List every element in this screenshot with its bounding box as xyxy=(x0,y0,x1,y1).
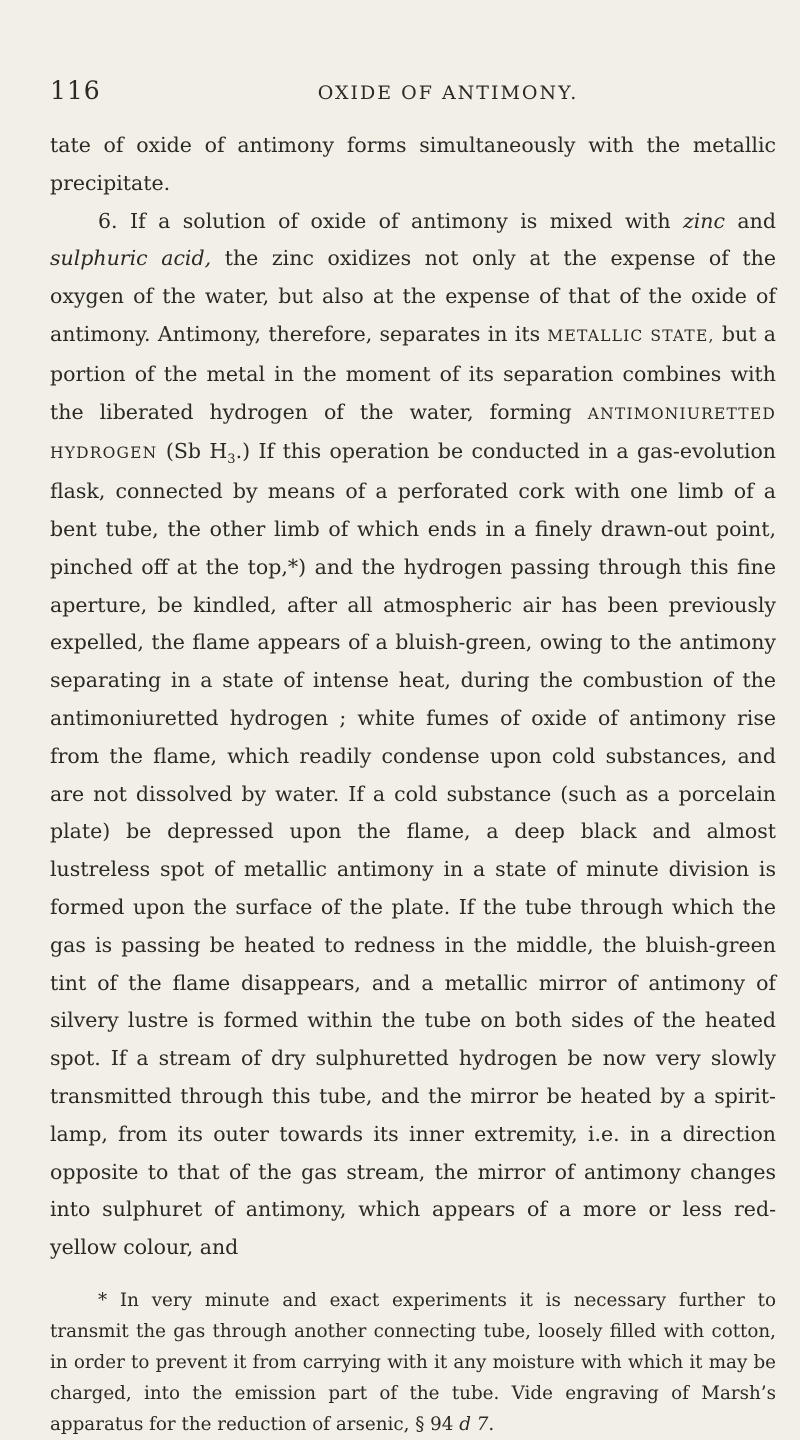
text-run: and xyxy=(725,208,776,233)
formula-part: (Sb H xyxy=(157,439,228,464)
text-run: the zinc oxidizes not only at the expense of the oxygen of the water, but also at the expense of that of the oxide of antimony. Antimony, therefore, separates in its xyxy=(50,246,776,346)
formula-subscript: 3 xyxy=(227,452,236,468)
footnote xyxy=(50,1285,776,1440)
paragraph-continued: tate of oxide of antimony forms simultaneously with the metallic precipitate. xyxy=(50,133,776,195)
text-run: * In very minute and exact experiments it is necessary further to transmit the gas through another connecting tube, loosely filled with cotton, in order to prevent it from carrying with it any moisture with which it may be charged, into the emission part of the tube. Vide engraving of Marsh’s apparatus for the reduction of arsenic, § 94 xyxy=(50,1289,776,1435)
small-caps-antimoniuretted-hydrogen: ANTIMONIURETTED HYDROGEN xyxy=(50,404,776,463)
italic-term-sulphuric-acid: sulphuric acid, xyxy=(50,246,212,271)
body-text xyxy=(50,127,776,1267)
chemical-formula xyxy=(157,439,251,468)
paragraph-6 xyxy=(50,203,776,1267)
small-caps-metallic-state: METALLIC STATE, xyxy=(547,326,715,345)
text-run: If this operation be conducted in a gas-evolution flask, connected by means of a perforated cork with one limb of a bent tube, the other limb of which ends in a finely drawn-out point, pinched off at the top,*) and the hydrogen passing through this fine aperture, be kindled, after all atmospheric air has been previously expelled, the flame appears of a bluish-green, owing to the antimony separating in a state of intense heat, during the combustion of the antimoniuretted hydrogen ; white fumes of oxide of antimony rise from the flame, which readily condense upon cold substances, and are not dissolved by water. If a cold substance (such as a porcelain plate) be depressed upon the flame, a deep black and almost lustreless spot of metallic antimony in a state of minute division is formed upon the surface of the plate. If the tube through which the gas is passing be heated to redness in the middle, the bluish-green tint of the flame disappears, and a metallic mirror of antimony of silvery lustre is formed within the tube on both sides of the heated spot. If a stream of dry sulphuretted hydrogen be now very slowly transmitted through this tube, and the mirror be heated by a spirit-lamp, from its outer towards its inner extremity, i.e. in a direction opposite to that of the gas stream, the mirror of antimony changes into sulphuret of antimony, which appears of a more or less red-yellow colour, and xyxy=(50,439,776,1260)
italic-term-zinc: zinc xyxy=(682,208,725,233)
running-title: OXIDE OF ANTIMONY. xyxy=(317,82,579,104)
italic-reference: d 7 xyxy=(459,1413,489,1435)
text-run: 6. If a solution of oxide of antimony is mixed with xyxy=(98,208,683,233)
text-run: . xyxy=(488,1413,495,1435)
text-run: but a portion of the metal in the moment of its separation combines with the liberated hydrogen of the water, forming xyxy=(50,321,776,424)
formula-part: .) xyxy=(235,439,251,464)
page-number: 116 xyxy=(50,76,101,105)
footnote-text xyxy=(50,1285,776,1440)
running-head xyxy=(50,76,776,105)
